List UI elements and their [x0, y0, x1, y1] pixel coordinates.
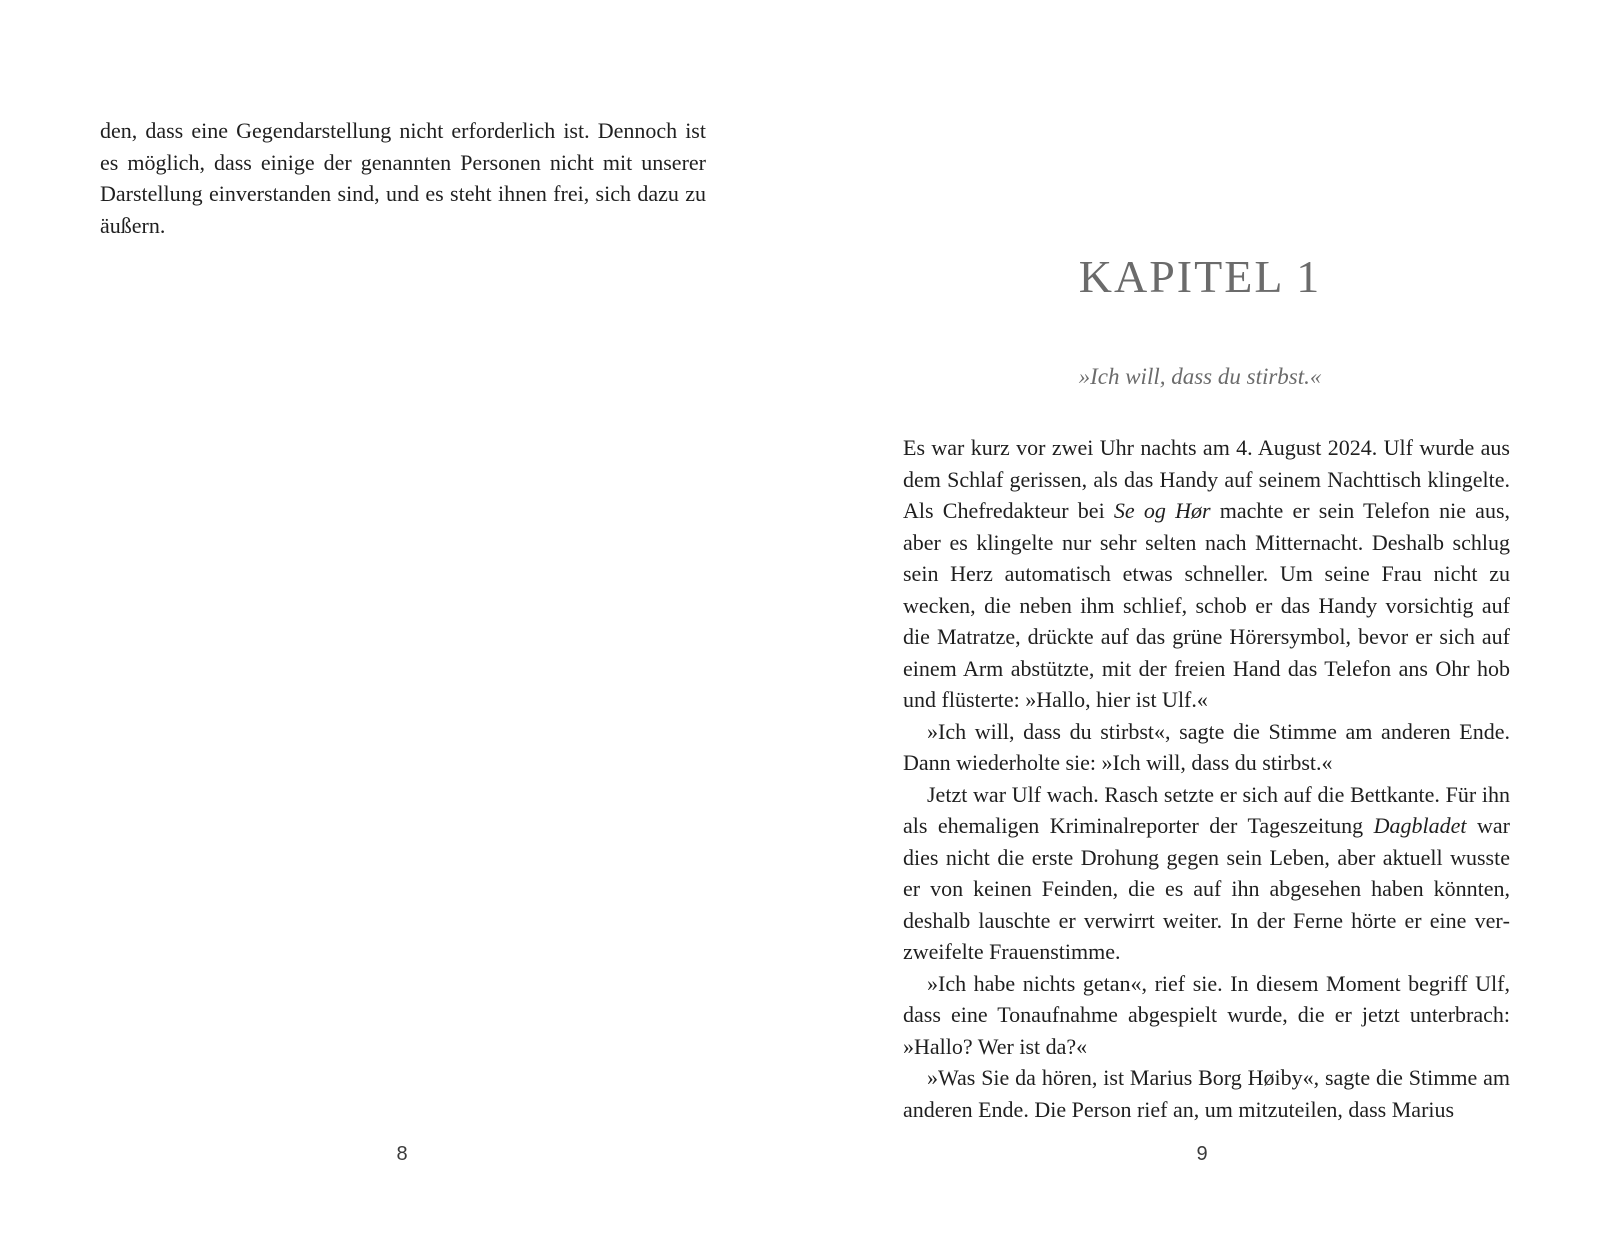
magazine-name-italic: Se og Hør: [1113, 498, 1211, 523]
paragraph-1: [903, 432, 1510, 716]
paragraph-3: [903, 779, 1510, 968]
newspaper-name-italic: Dagbladet: [1373, 813, 1467, 838]
left-paragraph: den, dass eine Gegendarstellung nicht erforderlich ist. Dennoch ist es möglich, dass einige der genannten Personen nicht mit unserer Darstellung einverstanden sind, und es steht ihnen frei, sich dazu zu äußern.: [100, 118, 706, 238]
chapter-body-text: [903, 432, 1510, 1125]
right-page: [800, 0, 1600, 1244]
paragraph-3-part-b: war dies nicht die erste Drohung gegen sein Leben, aber aktuell wusste er von keinen Feinden, die es auf ihn abgesehen haben könnten, deshalb lauschte er verwirrt weiter. In der Ferne hörte er eine verzweifelte Frauenstimme.: [903, 813, 1510, 964]
left-page-text: [100, 115, 706, 241]
chapter-title: KAPITEL 1: [1078, 251, 1322, 302]
paragraph-4: »Ich habe nichts getan«, rief sie. In diesem Moment begriff Ulf, dass eine Tonaufnahme abgespielt wurde, die er jetzt unterbrach: »Hallo? Wer ist da?«: [903, 970, 1510, 1059]
paragraph-1-part-b: machte er sein Telefon nie aus, aber es klingelte nur sehr selten nach Mitternacht. Deshalb schlug sein Herz automatisch etwas schneller. Um seine Frau nicht zu wecken, die neben ihm schlief, schob er das Handy vorsichtig auf die Matratze, drückte auf das grüne Hörersymbol, bevor er sich auf einem Arm abstützte, mit der freien Hand das Telefon ans Ohr hob und flüsterte: »Hallo, hier ist Ulf.«: [903, 498, 1510, 712]
paragraph-3-part-a: Jetzt war Ulf wach. Rasch setzte er sich auf die Bettkante. Für ihn als ehemaligen Kriminalreporter der Tageszeitung: [903, 781, 1510, 838]
page-number-right: 9: [1196, 1143, 1208, 1165]
page-number-left: 8: [396, 1143, 408, 1165]
paragraph-1-part-a: Es war kurz vor zwei Uhr nachts am 4. August 2024. Ulf wurde aus dem Schlaf gerissen, als das Handy auf seinem Nachttisch klingelte. Als Chefredakteur bei: [903, 435, 1510, 523]
paragraph-2: »Ich will, dass du stirbst«, sagte die Stimme am anderen Ende. Dann wiederholte sie: »Ich will, dass du stirbst.«: [903, 718, 1510, 775]
chapter-epigraph: »Ich will, dass du stirbst.«: [1078, 364, 1322, 389]
paragraph-5: »Was Sie da hören, ist Marius Borg Høiby«, sagte die Stimme am anderen Ende. Die Person rief an, um mitzuteilen, dass Marius: [903, 1065, 1510, 1122]
